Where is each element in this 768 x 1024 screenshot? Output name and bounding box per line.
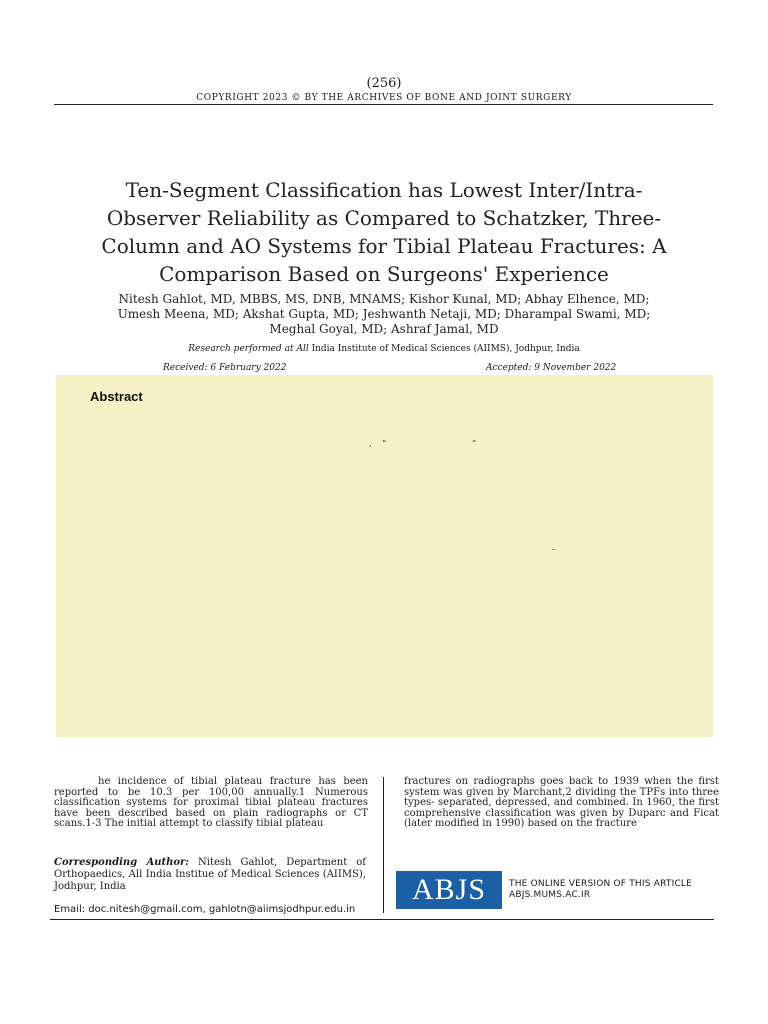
page-number: (256) [366,76,402,91]
abjs-logo: ABJS [396,871,502,909]
research-prefix: Research performed at All [188,344,309,354]
received-date: Received: 6 February 2022 [163,363,287,373]
online-line-1: THE ONLINE VERSION OF THIS ARTICLE [509,879,693,889]
abstract-mark: ” [472,439,477,448]
abstract-mark: – [552,545,556,554]
header-rule [54,104,713,105]
body-right-column: fractures on radiographs goes back to 1939 when the first system was given by Marchant,2 dividing the TPFs into three types- separated, depressed, and combined. In 1960, the first comprehensive classification was given by Duparc and Ficat (later modified in 1990) based on the fracture [404,776,719,829]
corresponding-text: Nitesh Gahlot, Department of Orthopaedics, All India Institue of Medical Sciences (AIIMS), Jodhpur, India [54,857,366,892]
corresponding-label: Corresponding Author: [54,857,190,868]
accepted-date: Accepted: 9 November 2022 [486,363,617,373]
author-list: Nitesh Gahlot, MD, MBBS, MS, DNB, MNAMS; Kishor Kunal, MD; Abhay Elhence, MD; Umesh Meena, MD; Akshat Gupta, MD; Jeshwanth Netaji, MD; Dharampal Swami, MD; Meghal Goyal, MD; Ashraf Jamal, MD [117,292,651,336]
footer-rule [50,919,714,920]
left-column-text: he incidence of tibial plateau fracture has been reported to be 10.3 per 100,00 annually.1 Numerous classification systems for proximal tibial plateau fractures have been described based on plain radiographs or CT scans.1-3 The initial attempt to classify tibial plateau [54,776,368,829]
copyright-line: COPYRIGHT 2023 © BY THE ARCHIVES OF BONE AND JOINT SURGERY [196,93,572,103]
research-affiliation [0,344,768,354]
corresponding-author [54,857,366,893]
online-line-2[interactable]: ABJS.MUMS.AC.IR [509,890,591,900]
abstract-mark: , [369,439,372,448]
email-line: Email: doc.nitesh@gmail.com, gahlotn@aiimsjodhpur.edu.in [54,904,356,915]
column-divider [383,777,384,913]
online-version-note [509,879,692,901]
article-title: Ten-Segment Classification has Lowest Inter/Intra-Observer Reliability as Compared to Schatzker, Three-Column and AO Systems for Tibial Plateau Fractures: A Comparison Based on Surgeons' Experience [101,178,667,286]
abstract-heading: Abstract [90,389,143,404]
research-place: India Institute of Medical Sciences (AIIMS), Jodhpur, India [308,344,580,354]
abstract-mark: “ [382,439,387,448]
body-left-column [54,777,368,830]
abstract-box [56,375,713,737]
